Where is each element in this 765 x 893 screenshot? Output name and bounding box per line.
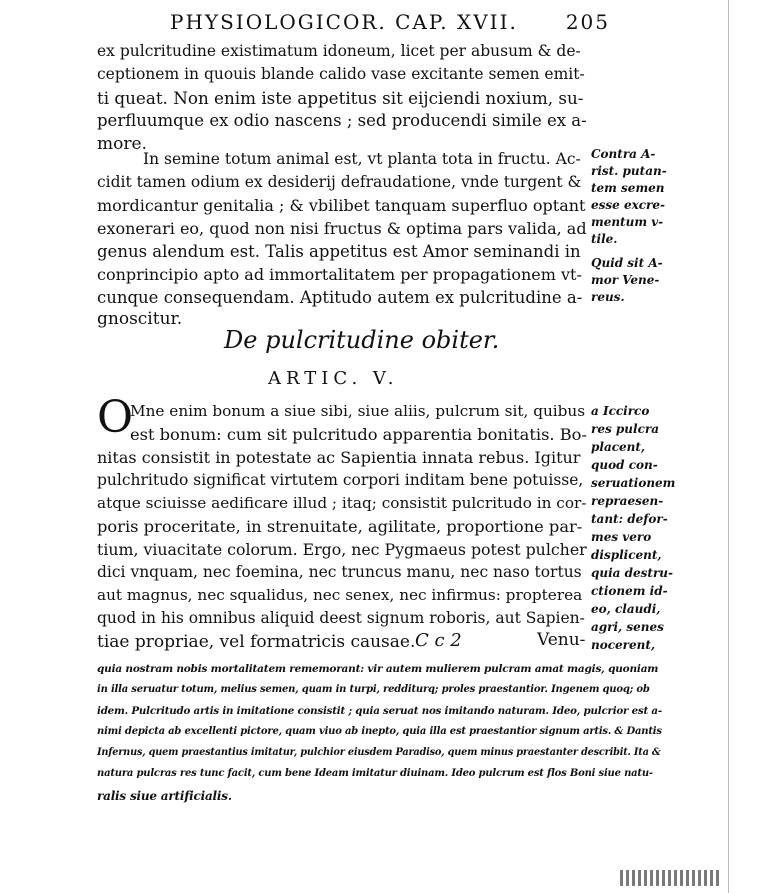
text-line: atque sciuisse aedificare illud ; itaq; consistit pulcritudo in cor- [97,494,587,512]
footnote-line: idem. Pulcritudo artis in imitatione consistit ; quia seruat nos imitando naturam. Ideo, pulcrior est a- [97,705,662,717]
margin-note-line: displicent, [591,548,662,562]
drop-capital: O [97,392,134,443]
margin-note-line: seruationem [591,476,676,490]
margin-note-line: mentum v- [591,215,664,229]
text-line: aut magnus, nec squalidus, nec senex, nec infirmus: propterea [97,586,583,604]
text-line: cidit tamen odium ex desiderij defraudatione, vnde turgent & [97,173,582,191]
margin-note-line: quod con- [591,458,658,472]
article-heading: ARTIC. V. [268,368,399,389]
margin-note-line: Contra A- [591,147,656,161]
footnote-line: nimi depicta ab excellenti pictore, quam viuo ab inepto, quia illa est praestantior signum artis. & Dantis [97,726,662,737]
margin-note-line: rist. putan- [591,164,667,178]
margin-note-line: ctionem id- [591,584,668,598]
scan-edge-line [728,0,729,893]
text-line: gnoscitur. [97,309,183,329]
text-line: exonerari eo, quod non nisi fructus & optima pars valida, ad [97,219,587,238]
signature-mark: C c 2 [415,630,462,651]
footnote-line: natura pulcras res tunc facit, cum bene Ideam imitatur diuinam. Ideo pulcrum est flos Boni siue natu- [97,768,653,779]
text-line: In semine totum animal est, vt planta tota in fructu. Ac- [143,150,581,168]
margin-note-line: nocerent, [591,638,656,652]
page-header [170,10,610,36]
text-line: nitas consistit in potestate ac Sapientia innata rebus. Igitur [97,448,581,467]
margin-note-line: res pulcra [591,422,659,436]
text-line: Mne enim bonum a siue sibi, siue aliis, pulcrum sit, quibus [130,402,586,420]
text-line: dici vnquam, nec foemina, nec truncus manu, nec naso tortus [97,563,582,581]
margin-note-line: reus. [591,290,625,304]
text-line: mordicantur genitalia ; & vbilibet tanquam superfluo optant [97,196,586,215]
margin-note-line: placent, [591,440,646,454]
margin-note-line: tem semen [591,181,665,195]
margin-note-line: esse excre- [591,198,665,212]
margin-note-line: tile. [591,232,618,246]
text-line: conprincipio apto ad immortalitatem per propagationem vt- [97,265,582,284]
page-number: 205 [565,10,610,34]
footnote-line: quia nostram nobis mortalitatem rememorant: vir autem mulierem pulcram amat magis, quoniam [97,663,659,675]
margin-note-line: mor Vene- [591,273,660,287]
margin-note-line: agri, senes [591,620,664,634]
margin-note-line: repraesen- [591,494,664,508]
footnote-line: in illa seruatur totum, melius semen, quam in turpi, redditurq; proles praestantior. Ingenem quoq; ob [97,684,650,695]
section-title: De pulcritudine obiter. [224,326,500,354]
text-line: more. [97,134,147,154]
text-line: tium, viuacitate colorum. Ergo, nec Pygmaeus potest pulcher [97,540,587,559]
text-line: ceptionem in quouis blande calido vase excitante semen emit- [97,65,585,83]
text-line: genus alendum est. Talis appetitus est Amor seminandi in [97,242,581,261]
text-line: poris proceritate, in strenuitate, agilitate, proportione par- [97,517,583,536]
footnote-line: ralis siue artificialis. [97,789,232,803]
text-line: tiae propriae, vel formatricis causae. [97,632,416,652]
text-line: ex pulcritudine existimatum idoneum, licet per abusum & de- [97,42,581,60]
margin-note-line: quia destru- [591,566,673,580]
text-line: quod in his omnibus aliquid deest signum roboris, aut Sapien- [97,609,585,627]
margin-note-line: a Iccirco [591,404,650,418]
margin-note-line: tant: defor- [591,512,668,526]
margin-note-line: Quid sit A- [591,256,663,270]
running-title: PHYSIOLOGICOR. CAP. XVII. [170,10,518,34]
text-line: est bonum: cum sit pulcritudo apparentia bonitatis. Bo- [130,425,587,444]
footnote-line: Infernus, quem praestantius imitatur, pulchior eiusdem Paradiso, quem minus praestanter describit. Ita & [97,747,661,758]
scan-smudge [620,870,720,886]
text-line: perfluumque ex odio nascens ; sed producendi simile ex a- [97,111,587,130]
margin-note-line: eo, claudi, [591,602,661,616]
margin-note-line: mes vero [591,530,652,544]
text-line: pulchritudo significat virtutem corpori inditam bene potuisse, [97,471,584,489]
catchword: Venu- [537,630,586,650]
text-line: ti queat. Non enim iste appetitus sit eijciendi noxium, su- [97,88,584,108]
text-line: cunque consequendam. Aptitudo autem ex pulcritudine a- [97,288,583,307]
